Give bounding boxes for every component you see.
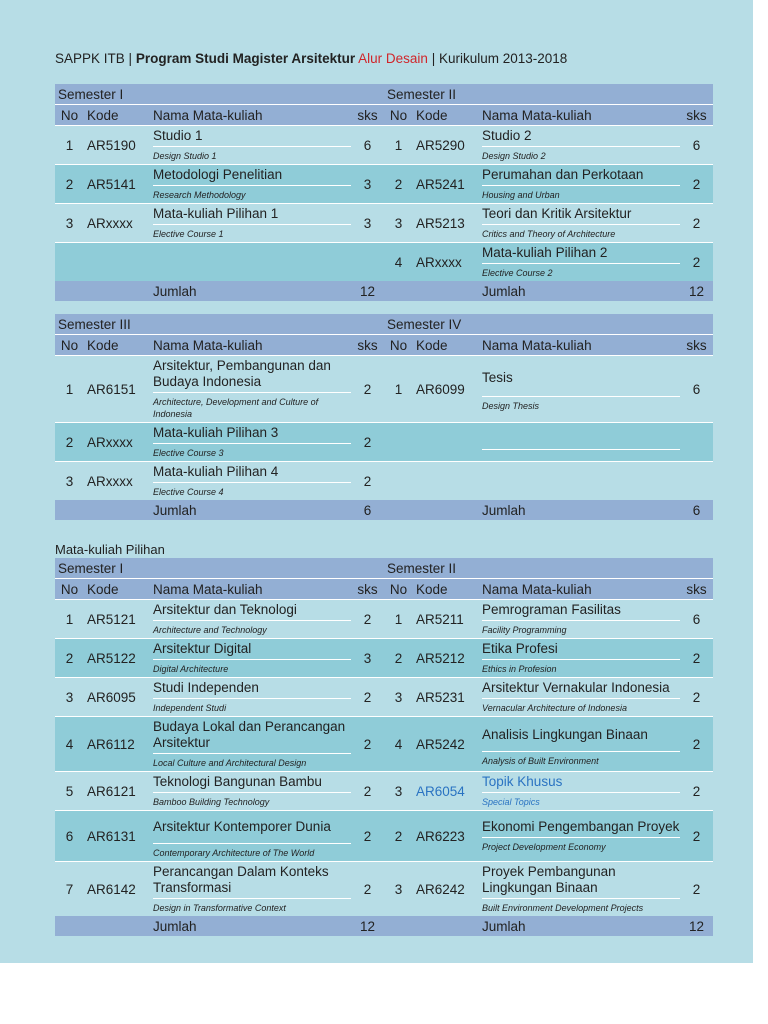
course-name-en: Design Thesis — [482, 401, 540, 411]
course-name-en: Design Studio 1 — [153, 151, 217, 161]
table-row — [55, 356, 713, 423]
course-no: 1 — [55, 600, 84, 639]
course-name-en: Project Development Economy — [482, 842, 606, 852]
course-code: AR6151 — [84, 356, 150, 423]
col-header-nama: Nama Mata-kuliah — [150, 105, 351, 126]
table-row — [55, 243, 713, 282]
course-name-id: Mata-kuliah Pilihan 2 — [482, 245, 680, 264]
course-name-id: Metodologi Penelitian — [153, 167, 351, 186]
course-sks — [680, 462, 713, 501]
course-no: 3 — [384, 204, 413, 243]
course-name — [479, 423, 680, 462]
course-name-en: Facility Programming — [482, 625, 567, 635]
course-sks: 2 — [680, 243, 713, 282]
course-name — [150, 811, 351, 862]
course-no — [384, 423, 413, 462]
total-row — [55, 500, 713, 520]
course-name — [479, 600, 680, 639]
electives-table — [55, 558, 713, 936]
table-row — [55, 165, 713, 204]
course-name — [150, 600, 351, 639]
course-code: AR6121 — [84, 772, 150, 811]
course-name-en: Research Methodology — [153, 190, 246, 200]
course-name-en: Independent Studi — [153, 703, 227, 713]
course-sks: 3 — [351, 165, 384, 204]
col-header-kode: Kode — [413, 335, 479, 356]
track-label: Alur Desain — [358, 51, 428, 66]
course-code: AR5122 — [84, 639, 150, 678]
course-code: AR5242 — [413, 717, 479, 772]
course-name — [479, 678, 680, 717]
course-name-en — [482, 450, 680, 453]
semester-3-4-table — [55, 314, 713, 520]
course-name — [150, 862, 351, 917]
course-no: 5 — [55, 772, 84, 811]
course-name — [479, 811, 680, 862]
table-row — [55, 423, 713, 462]
course-sks: 6 — [680, 356, 713, 423]
course-name — [150, 243, 351, 282]
course-sks: 2 — [351, 811, 384, 862]
course-code: AR5121 — [84, 600, 150, 639]
course-name-id: Perumahan dan Perkotaan — [482, 167, 680, 186]
col-header-nama: Nama Mata-kuliah — [479, 335, 680, 356]
course-code: AR6223 — [413, 811, 479, 862]
course-name — [479, 717, 680, 772]
col-header-no: No — [384, 105, 413, 126]
total-label: Jumlah — [479, 916, 680, 936]
col-header-nama: Nama Mata-kuliah — [150, 579, 351, 600]
course-name — [150, 423, 351, 462]
col-header-nama: Nama Mata-kuliah — [479, 579, 680, 600]
course-name — [150, 462, 351, 501]
course-name-id: Mata-kuliah Pilihan 1 — [153, 206, 351, 225]
course-code: AR5141 — [84, 165, 150, 204]
course-name-en: Elective Course 3 — [153, 448, 224, 458]
course-name — [479, 356, 680, 423]
course-name — [479, 772, 680, 811]
course-name-id: Tesis — [482, 366, 680, 397]
course-no: 7 — [55, 862, 84, 917]
course-name — [150, 356, 351, 423]
table-row — [55, 772, 713, 811]
course-name-id: Perancangan Dalam Konteks Transformasi — [153, 864, 351, 899]
course-name-id: Arsitektur Vernakular Indonesia — [482, 680, 680, 699]
course-code-link[interactable]: AR6054 — [413, 772, 479, 811]
total-sks: 6 — [351, 500, 384, 520]
course-sks: 2 — [680, 678, 713, 717]
course-name-id: Studi Independen — [153, 680, 351, 699]
course-name — [479, 639, 680, 678]
program-title: Program Studi Magister Arsitektur — [135, 51, 356, 66]
course-sks: 3 — [351, 639, 384, 678]
course-name-link[interactable]: Topik Khusus — [482, 774, 680, 793]
course-name-en — [482, 481, 680, 484]
course-no: 2 — [384, 811, 413, 862]
course-name — [479, 165, 680, 204]
course-sks: 6 — [680, 600, 713, 639]
course-sks: 2 — [351, 772, 384, 811]
col-header-no: No — [55, 579, 84, 600]
course-name-id: Mata-kuliah Pilihan 4 — [153, 464, 351, 483]
course-name-en: Special Topics — [482, 797, 540, 807]
course-no: 1 — [55, 126, 84, 165]
semester-title: Semester IV — [384, 314, 713, 335]
course-name-en: Analysis of Built Environment — [482, 756, 599, 766]
course-name — [150, 126, 351, 165]
course-name-en: Bamboo Building Technology — [153, 797, 270, 807]
total-sks: 12 — [351, 916, 384, 936]
col-header-nama: Nama Mata-kuliah — [479, 105, 680, 126]
table-row — [55, 600, 713, 639]
course-no: 6 — [55, 811, 84, 862]
col-header-nama: Nama Mata-kuliah — [150, 335, 351, 356]
course-sks: 2 — [680, 639, 713, 678]
course-sks: 2 — [680, 811, 713, 862]
col-header-no: No — [55, 105, 84, 126]
col-header-kode: Kode — [84, 579, 150, 600]
course-name — [150, 204, 351, 243]
total-label: Jumlah — [479, 281, 680, 301]
course-code — [413, 462, 479, 501]
course-no — [55, 243, 84, 282]
course-name-en: Built Environment Development Projects — [482, 903, 644, 913]
course-name-id: Arsitektur Kontemporer Dunia — [153, 813, 351, 844]
semester-title: Semester II — [384, 84, 713, 105]
course-no: 4 — [384, 243, 413, 282]
course-no: 2 — [55, 423, 84, 462]
course-sks: 2 — [351, 678, 384, 717]
course-sks: 2 — [351, 717, 384, 772]
course-sks: 2 — [351, 862, 384, 917]
course-name-id: Proyek Pembangunan Lingkungan Binaan — [482, 864, 680, 899]
course-name-id: Teori dan Kritik Arsitektur — [482, 206, 680, 225]
course-name-id: Teknologi Bangunan Bambu — [153, 774, 351, 793]
course-name-en: Elective Course 1 — [153, 229, 224, 239]
course-no: 2 — [384, 165, 413, 204]
course-no: 4 — [384, 717, 413, 772]
institution-label: SAPPK ITB — [55, 51, 125, 66]
col-header-sks: sks — [351, 579, 384, 600]
course-name-en: Architecture, Development and Culture of Indonesia — [153, 397, 319, 419]
semester-title: Semester I — [55, 84, 384, 105]
course-sks: 2 — [680, 862, 713, 917]
table-row — [55, 462, 713, 501]
semester-1-2-table — [55, 84, 713, 301]
total-label: Jumlah — [150, 916, 351, 936]
course-name-en: Design in Transformative Context — [153, 903, 286, 913]
course-code: ARxxxx — [84, 423, 150, 462]
course-code: AR6095 — [84, 678, 150, 717]
course-code: AR6131 — [84, 811, 150, 862]
course-name — [150, 717, 351, 772]
course-code: ARxxxx — [84, 462, 150, 501]
course-code — [413, 423, 479, 462]
total-label: Jumlah — [479, 500, 680, 520]
course-no: 4 — [55, 717, 84, 772]
course-no: 3 — [384, 772, 413, 811]
course-code: ARxxxx — [84, 204, 150, 243]
course-no: 3 — [55, 204, 84, 243]
course-name-en: Vernacular Architecture of Indonesia — [482, 703, 627, 713]
course-sks: 2 — [680, 772, 713, 811]
course-name — [479, 204, 680, 243]
course-name-id: Mata-kuliah Pilihan 3 — [153, 425, 351, 444]
total-label: Jumlah — [150, 281, 351, 301]
col-header-kode: Kode — [413, 105, 479, 126]
course-sks: 2 — [351, 423, 384, 462]
col-header-no: No — [384, 579, 413, 600]
course-name-id: Analisis Lingkungan Binaan — [482, 721, 680, 752]
course-name — [479, 862, 680, 917]
course-sks: 2 — [351, 600, 384, 639]
col-header-no: No — [384, 335, 413, 356]
course-name-id: Studio 2 — [482, 128, 680, 147]
total-sks: 12 — [351, 281, 384, 301]
course-code: AR6142 — [84, 862, 150, 917]
course-no: 3 — [384, 678, 413, 717]
total-row — [55, 281, 713, 301]
total-sks: 6 — [680, 500, 713, 520]
course-no: 2 — [55, 165, 84, 204]
course-name-en: Local Culture and Architectural Design — [153, 758, 307, 768]
course-name — [479, 126, 680, 165]
course-code: AR5212 — [413, 639, 479, 678]
col-header-sks: sks — [680, 579, 713, 600]
course-no: 3 — [55, 462, 84, 501]
course-name-en: Design Studio 2 — [482, 151, 546, 161]
table-row — [55, 126, 713, 165]
table-row — [55, 639, 713, 678]
semester-title: Semester III — [55, 314, 384, 335]
course-code: AR6242 — [413, 862, 479, 917]
course-no: 1 — [384, 126, 413, 165]
course-code: AR5231 — [413, 678, 479, 717]
course-sks: 6 — [351, 126, 384, 165]
total-sks: 12 — [680, 281, 713, 301]
table-row — [55, 717, 713, 772]
col-header-kode: Kode — [84, 105, 150, 126]
course-no: 3 — [55, 678, 84, 717]
course-sks — [351, 243, 384, 282]
course-no: 1 — [55, 356, 84, 423]
course-name-en: Critics and Theory of Architecture — [482, 229, 616, 239]
course-no: 2 — [384, 639, 413, 678]
col-header-sks: sks — [351, 105, 384, 126]
table-row — [55, 204, 713, 243]
table-row — [55, 811, 713, 862]
course-name-en: Contemporary Architecture of The World — [153, 848, 315, 858]
col-header-kode: Kode — [413, 579, 479, 600]
total-row — [55, 916, 713, 936]
course-name — [479, 243, 680, 282]
course-name — [150, 678, 351, 717]
course-code: AR5211 — [413, 600, 479, 639]
course-code: AR6099 — [413, 356, 479, 423]
course-sks: 2 — [680, 204, 713, 243]
table-row — [55, 862, 713, 917]
course-name — [479, 462, 680, 501]
course-no: 2 — [55, 639, 84, 678]
course-code: AR5290 — [413, 126, 479, 165]
course-sks: 3 — [351, 204, 384, 243]
course-code: AR5190 — [84, 126, 150, 165]
course-name-en: Housing and Urban — [482, 190, 560, 200]
col-header-kode: Kode — [84, 335, 150, 356]
course-name-id: Etika Profesi — [482, 641, 680, 660]
course-no: 3 — [384, 862, 413, 917]
curriculum-label: Kurikulum 2013-2018 — [438, 51, 568, 66]
course-name-id: Arsitektur, Pembangunan dan Budaya Indonesia — [153, 358, 351, 393]
course-name-id: Budaya Lokal dan Perancangan Arsitektur — [153, 719, 351, 754]
course-sks: 2 — [680, 165, 713, 204]
course-name-en: Elective Course 2 — [482, 268, 553, 278]
course-sks: 2 — [680, 717, 713, 772]
total-sks: 12 — [680, 916, 713, 936]
course-name-en: Digital Architecture — [153, 664, 229, 674]
course-code: ARxxxx — [413, 243, 479, 282]
course-sks: 2 — [351, 356, 384, 423]
course-name-en — [153, 262, 351, 265]
course-name-en: Elective Course 4 — [153, 487, 224, 497]
course-code — [84, 243, 150, 282]
course-name — [150, 165, 351, 204]
course-name-id: Pemrograman Fasilitas — [482, 602, 680, 621]
col-header-no: No — [55, 335, 84, 356]
col-header-sks: sks — [680, 335, 713, 356]
course-code: AR5213 — [413, 204, 479, 243]
col-header-sks: sks — [680, 105, 713, 126]
table-row — [55, 678, 713, 717]
course-name-id — [482, 431, 680, 450]
semester-title: Semester I — [55, 558, 384, 579]
total-label: Jumlah — [150, 500, 351, 520]
course-no — [384, 462, 413, 501]
course-name-id: Arsitektur dan Teknologi — [153, 602, 351, 621]
course-no: 1 — [384, 356, 413, 423]
course-no: 1 — [384, 600, 413, 639]
course-name-id: Ekonomi Pengembangan Proyek — [482, 819, 680, 838]
course-code: AR5241 — [413, 165, 479, 204]
col-header-sks: sks — [351, 335, 384, 356]
course-code: AR6112 — [84, 717, 150, 772]
course-sks — [680, 423, 713, 462]
course-sks: 6 — [680, 126, 713, 165]
course-sks: 2 — [351, 462, 384, 501]
course-name-id: Studio 1 — [153, 128, 351, 147]
electives-heading: Mata-kuliah Pilihan — [55, 542, 165, 557]
course-name-en: Architecture and Technology — [153, 625, 267, 635]
course-name — [150, 639, 351, 678]
semester-title: Semester II — [384, 558, 713, 579]
course-name — [150, 772, 351, 811]
page-header: SAPPK ITB | Program Studi Magister Arsitektur Alur Desain | Kurikulum 2013-2018 — [55, 51, 568, 66]
course-name-en: Ethics in Profesion — [482, 664, 557, 674]
course-name-id: Arsitektur Digital — [153, 641, 351, 660]
